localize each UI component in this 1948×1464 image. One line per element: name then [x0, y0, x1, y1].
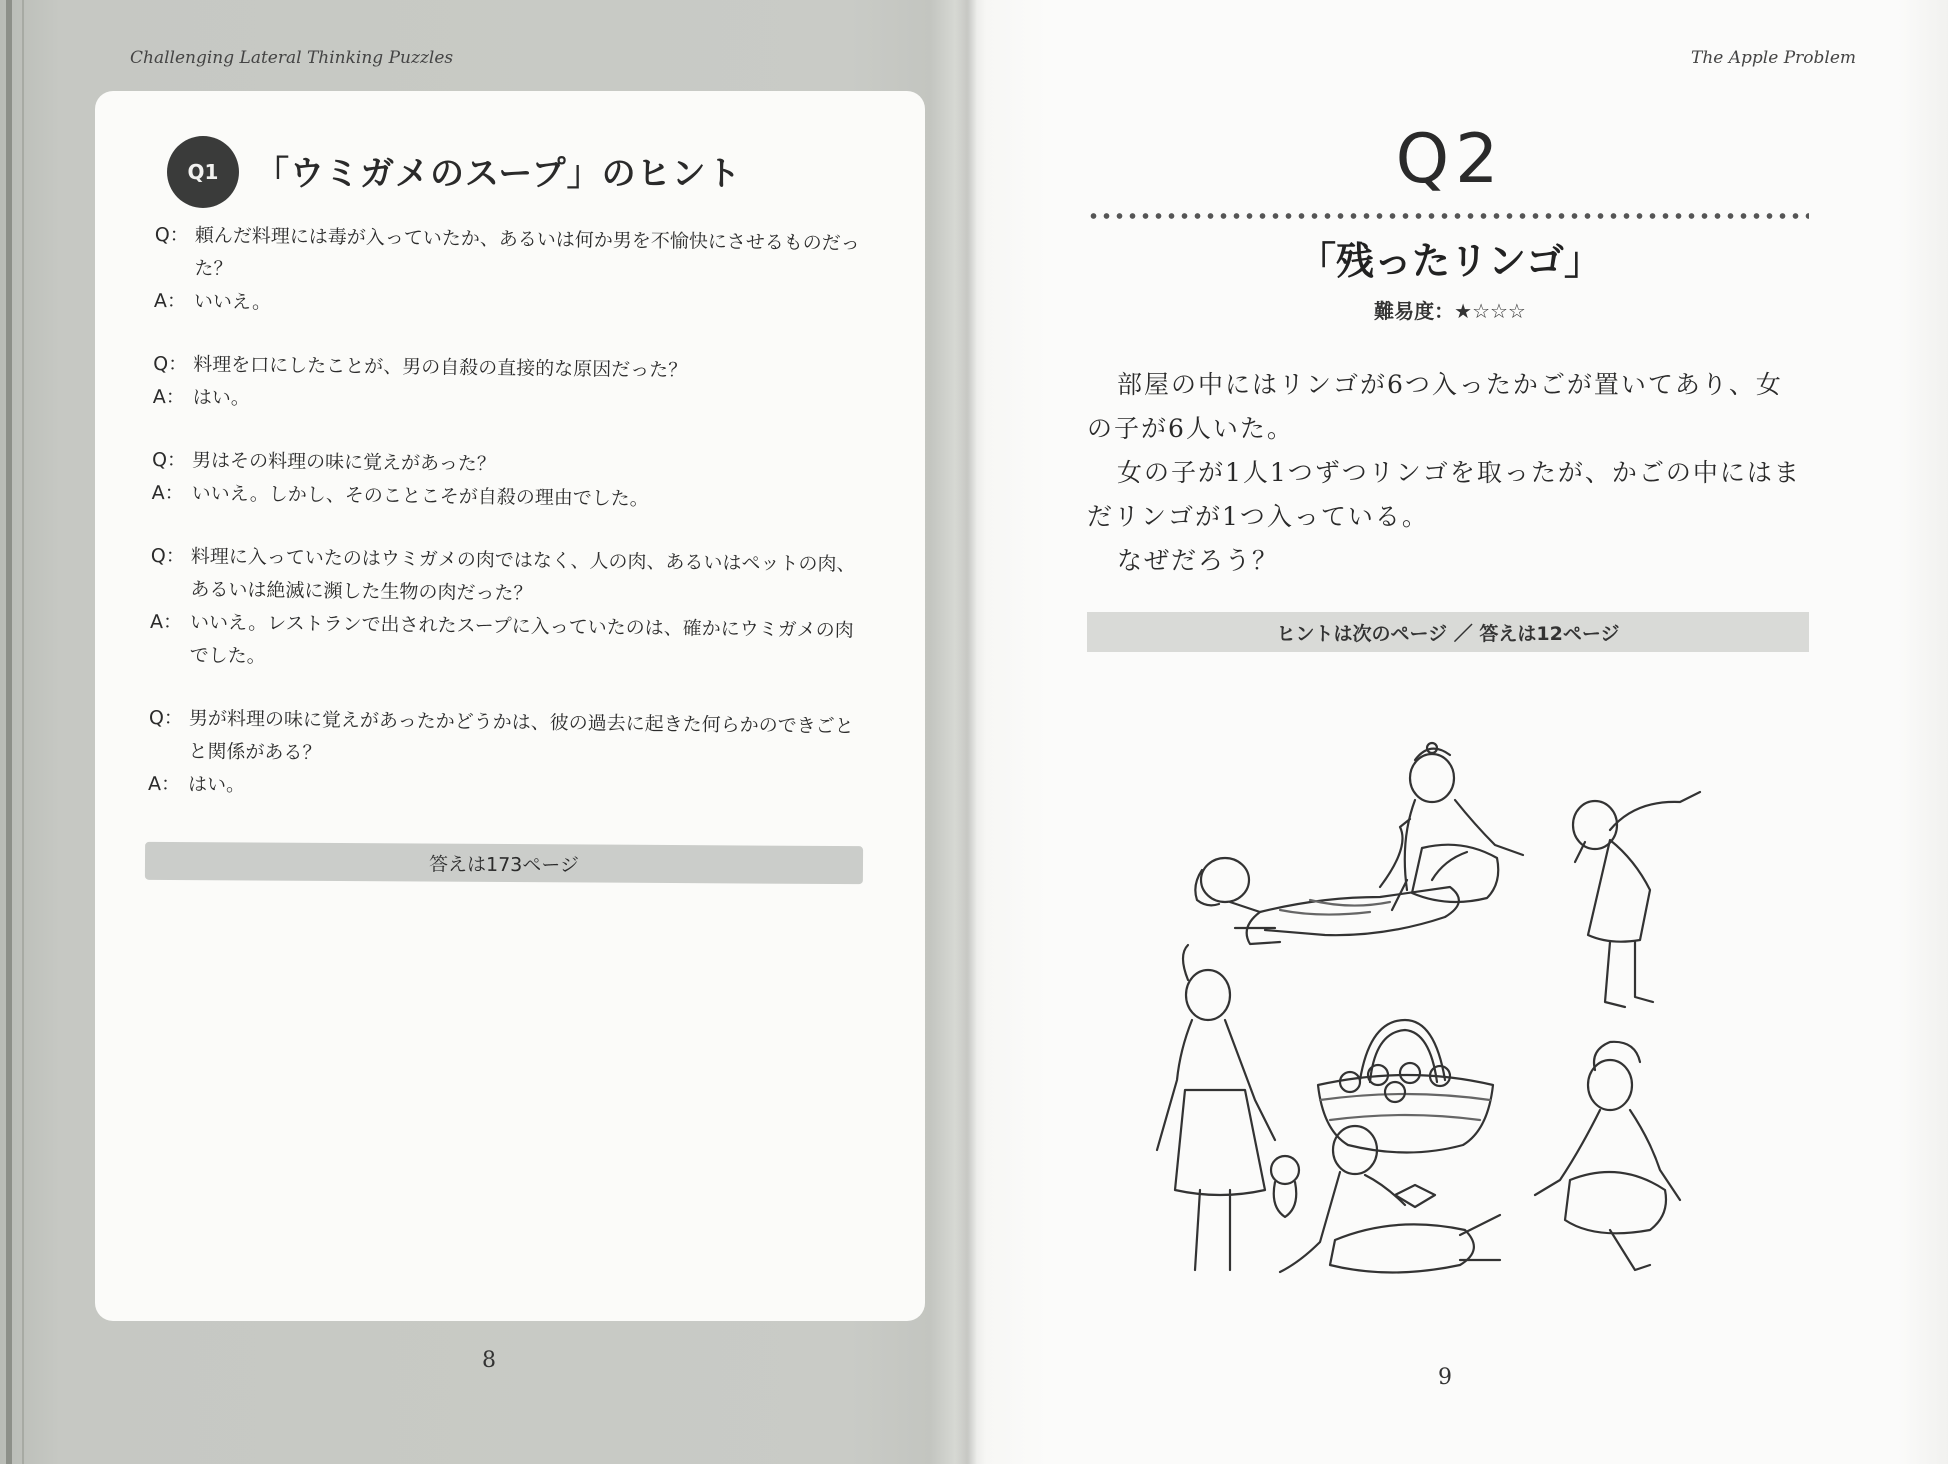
- answer-label: A：: [147, 772, 181, 796]
- qa-item: [153, 348, 874, 423]
- answer-text: いいえ。しかし、そのことこそが自殺の理由でした。: [191, 482, 649, 511]
- answer-text: いいえ。: [193, 290, 272, 314]
- answer-label: A：: [151, 481, 184, 505]
- question-line: [154, 219, 875, 294]
- question-text: 料理に入っていたのはウミガメの肉ではなく、人の肉、あるいはペットの肉、あるいは絶滅に瀕した生物の肉だった？: [190, 545, 856, 605]
- hint-panel: [95, 91, 925, 1321]
- puzzle-paragraph: 部屋の中にはリンゴが6つ入ったかごが置いてあり、女の子が6人いた。: [1087, 370, 1783, 443]
- dotted-divider: [1087, 212, 1809, 220]
- girl-standing-figure: [1157, 945, 1299, 1270]
- question-text: 頼んだ料理には毒が入っていたか、あるいは何か男を不愉快にさせるものだった？: [194, 224, 860, 280]
- answer-label: A：: [152, 385, 185, 409]
- answer-text: いいえ。レストランで出されたスープに入っていたのは、確かにウミガメの肉でした。: [189, 611, 854, 668]
- answer-text: はい。: [187, 773, 246, 797]
- question-text: 男が料理の味に覚えがあったかどうかは、彼の過去に起きた何らかのできごとと関係がある？: [188, 707, 854, 765]
- girl-lying-figure: [1195, 819, 1467, 944]
- answer-label: A：: [149, 610, 183, 634]
- answer-text: はい。: [192, 386, 250, 410]
- girl-reading-figure: [1280, 1126, 1500, 1273]
- puzzle-body: [1087, 363, 1809, 583]
- gutter-shadow: [955, 0, 977, 1464]
- girls-and-apple-basket-illustration: [1140, 730, 1760, 1290]
- qa-item: [151, 444, 872, 519]
- qa-item: [148, 702, 869, 810]
- qa-list: [148, 219, 875, 840]
- question-label: Q：: [153, 352, 188, 376]
- question-label: Q：: [151, 448, 187, 472]
- puzzle-title: 「残ったリンゴ」: [1297, 239, 1602, 283]
- question-line: [148, 702, 869, 777]
- running-head: The Apple Problem: [1691, 48, 1856, 68]
- question-line: [150, 540, 871, 615]
- girl-leaning-figure: [1535, 1042, 1680, 1270]
- girl-bending-figure: [1573, 792, 1700, 1007]
- hint-answer-nav-bar: ヒントは次のページ ／ 答えは12ページ: [1087, 612, 1809, 652]
- running-head: Challenging Lateral Thinking Puzzles: [130, 48, 454, 68]
- answer-label: A：: [153, 289, 187, 313]
- qa-item: [149, 540, 871, 681]
- left-page: [0, 0, 968, 1464]
- apple-basket: [1318, 1020, 1493, 1153]
- question-badge: Q1: [167, 136, 239, 208]
- question-text: 料理を口にしたことが、男の自殺の直接的な原因だった？: [193, 353, 688, 382]
- question-label: Q：: [150, 544, 185, 568]
- page-edge: [6, 0, 12, 1464]
- question-text: 男はその料理の味に覚えがあった？: [191, 449, 496, 476]
- hint-title: 「ウミガメのスープ」のヒント: [255, 154, 742, 194]
- page-number: 9: [1438, 1365, 1452, 1390]
- difficulty-rating: 難易度：★☆☆☆: [1374, 299, 1526, 323]
- question-label: Q：: [154, 223, 189, 247]
- question-number: Q2: [1395, 120, 1505, 199]
- qa-item: [154, 219, 875, 327]
- answer-line: [149, 606, 870, 681]
- page-number: 8: [482, 1348, 496, 1373]
- question-label: Q：: [148, 706, 184, 730]
- answer-reference-bar: 答えは173ページ: [145, 842, 863, 884]
- puzzle-paragraph: なぜだろう？: [1117, 546, 1280, 575]
- page-edge: [22, 0, 24, 1464]
- puzzle-paragraph: 女の子が1人1つずつリンゴを取ったが、かごの中にはまだリンゴが1つ入っている。: [1087, 458, 1801, 531]
- girl-sitting-figure: [1392, 743, 1523, 910]
